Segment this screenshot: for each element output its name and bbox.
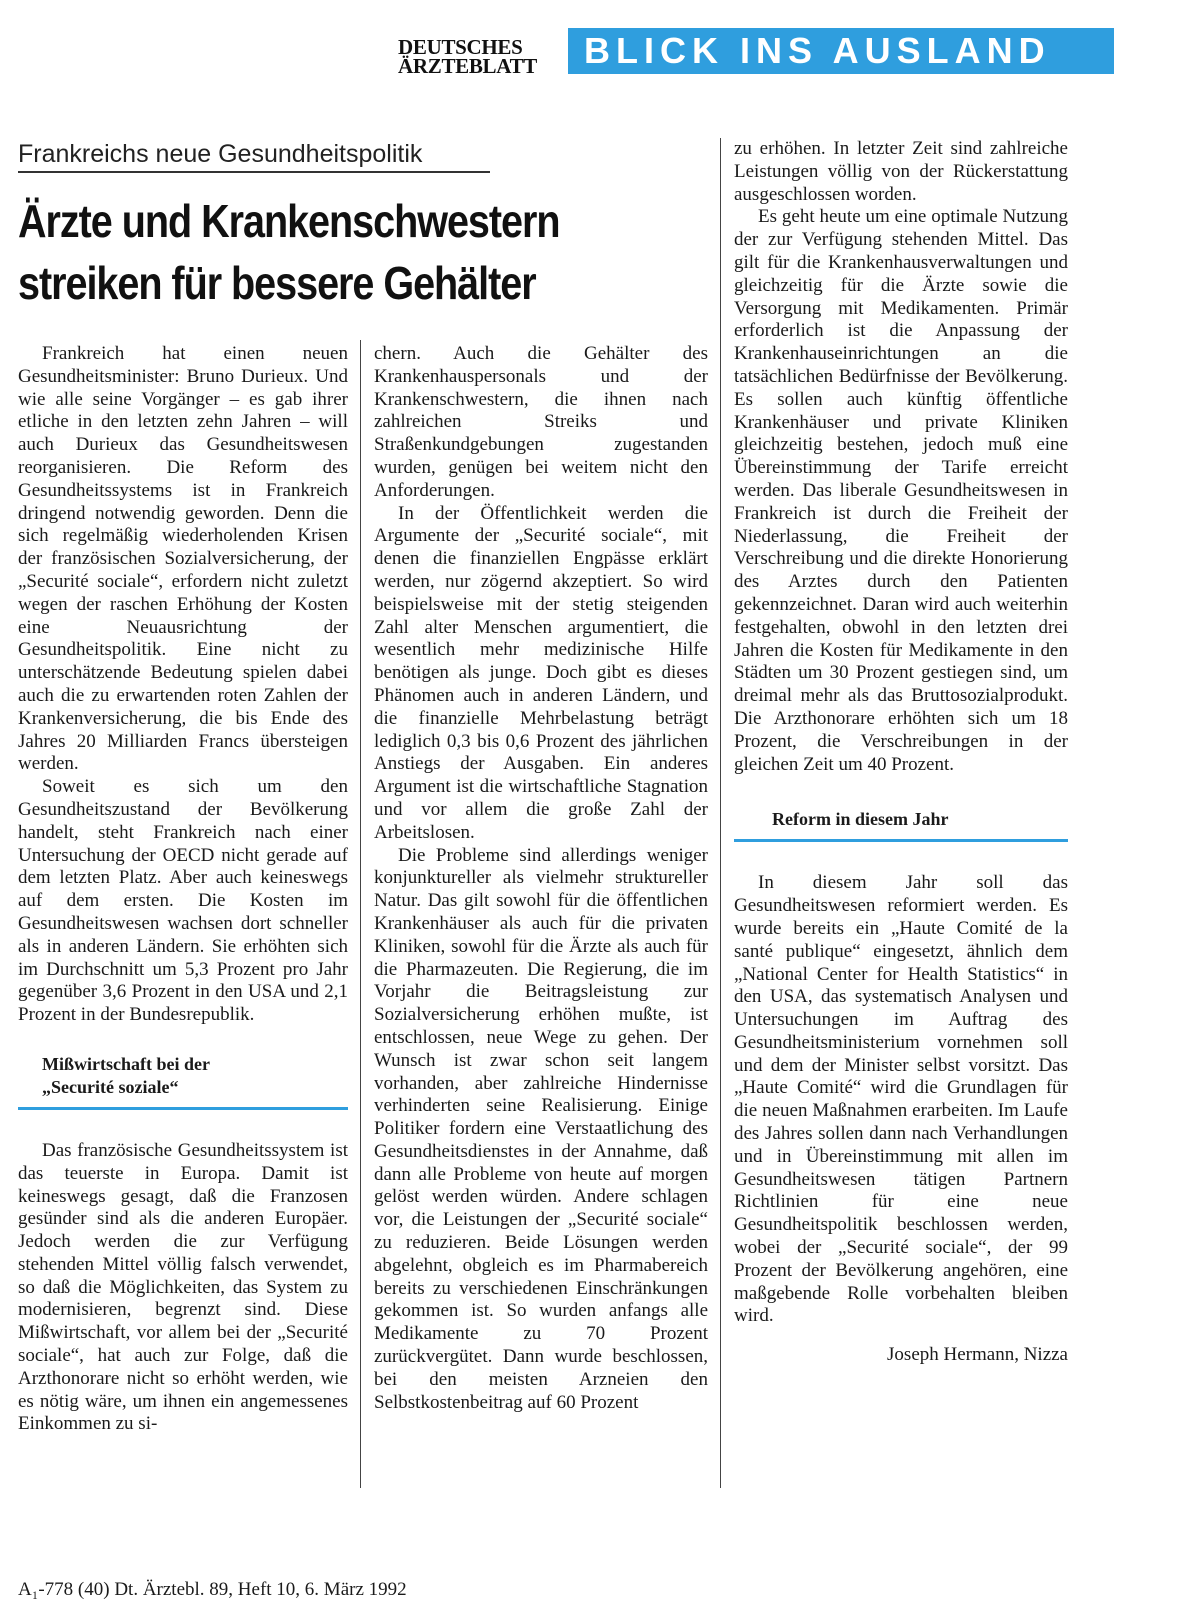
paragraph: In diesem Jahr soll das Gesundheitswesen reformiert werden. Es wurde bereits ein „Haute Comité de la santé publique“ eingesetzt, ähnlich dem „National Center for Health Statistics“ in den USA, das systematisch Analysen und Untersuchungen im Auftrag des Gesundheitsministerium vornehmen soll und dem der Minister selbst vorsitzt. Das „Haute Comité“ wird die Grundlagen für die neuen Maßnahmen erarbeiten. Im Laufe des Jahres sollen dann nach Verhandlungen und in Übereinstimmung mit allen im Gesundheitswesen tätigen Partnern Richtlinien für eine neue Gesundheitspolitik beschlossen werden, wobei der „Securité sociale“, der 99 Prozent der Bevölkerung angehören, eine maßgebende Rolle vorbehalten bleiben wird.: [734, 872, 1068, 1327]
paragraph: Die Probleme sind allerdings weniger konjunktureller als vielmehr struktureller Natur. Das gilt sowohl für die öffentlichen Krankenhäuser als auch für die privaten Kliniken, sowohl für die Ärzte als auch für die Pharmazeuten. Die Regierung, die im Vorjahr die Beitragsleistung zur Sozialversicherung erhöhen mußte, ist entschlossen, neue Wege zu gehen. Der Wunsch ist zwar schon seit langem vorhanden, aber zahlreiche Hindernisse verhinderten seine Realisierung. Einige Politiker fordern eine Verstaatlichung des Gesundheitsdienstes in der Annahme, daß dann alle Probleme von heute auf morgen gelöst werden würden. Andere schlagen vor, die Leistungen der „Securité sociale“ zu reduzieren. Beide Lösungen werden abgelehnt, obgleich es im Pharmabereich bereits zu verschiedenen Einschränkungen gekommen ist. So wurden anfangs alle Medikamente zu 70 Prozent zurückvergütet. Dann wurde beschlossen, bei den meisten Arzneien den Selbstkostenbeitrag auf 60 Prozent: [374, 844, 708, 1413]
journal-logo: [398, 35, 558, 78]
logo-line-1: DEUTSCHES: [398, 35, 523, 59]
article-headline: [18, 190, 637, 314]
headline-line-2: streiken für bessere Gehälter: [18, 257, 536, 309]
page-footer: A₁-778 (40) Dt. Ärztebl. 89, Heft 10, 6. März 1992: [18, 1579, 407, 1600]
article-column-2: [374, 343, 708, 1414]
paragraph: chern. Auch die Gehälter des Krankenhauspersonals und der Krankenschwestern, die ihnen nach zahlreichen Streiks und Straßenkundgebungen zugestanden wurden, genügen bei weitem nicht den Anforderungen.: [374, 343, 708, 501]
paragraph: Das französische Gesundheitssystem ist das teuerste in Europa. Damit ist keineswegs gesagt, daß die Franzosen gesünder sind als die anderen Europäer. Jedoch werden die zur Verfügung stehenden Mittel völlig falsch verwendet, so daß die Möglichkeiten, das System zu modernisieren, begrenzt sind. Diese Mißwirtschaft, vor allem bei der „Securité sociale“, hat auch zur Folge, daß die Arzthonorare nicht so erhöht werden, wie es nötig wäre, um ihnen ein angemessenes Einkommen zu si-: [18, 1139, 348, 1435]
column-rule-2: [720, 138, 721, 1488]
paragraph: zu erhöhen. In letzter Zeit sind zahlreiche Leistungen völlig von der Rückerstattung ausgeschlossen worden.: [734, 138, 1068, 205]
paragraph: Es geht heute um eine optimale Nutzung der zur Verfügung stehenden Mittel. Das gilt für die Krankenhausverwaltungen und gleichzeitig für die Ärzte sowie die Versorgung mit Medikamenten. Primär erforderlich ist die Anpassung der Krankenhauseinrichtungen an die tatsächlichen Bedürfnisse der Bevölkerung. Es sollen auch künftig öffentliche Krankenhäuser und private Kliniken gleichzeitig bestehen, jedoch muß eine Übereinstimmung der Tarife erreicht werden. Das liberale Gesundheitswesen in Frankreich ist durch die Freiheit der Niederlassung, die Freiheit der Verschreibung und die direkte Honorierung des Arztes durch den Patienten gekennzeichnet. Daran wird auch weiterhin festgehalten, obwohl in den letzten drei Jahren die Kosten für Medikamente in den Städten um 30 Prozent gestiegen sind, um dreimal mehr als das Bruttosozialprodukt. Die Arzthonorare erhöhten sich um 18 Prozent, die Verschreibungen in der gleichen Zeit um 40 Prozent.: [734, 206, 1068, 775]
author-byline: Joseph Hermann, Nizza: [887, 1344, 1068, 1366]
article-column-1: [18, 343, 348, 1436]
paragraph: Soweit es sich um den Gesundheitszustand der Bevölkerung handelt, steht Frankreich nach einer Untersuchung der OECD nicht gerade auf dem letzten Platz. Aber auch keineswegs auf dem ersten. Die Kosten im Gesundheitswesen wachsen dort schneller als in anderen Ländern. Sie erhöhten sich im Durchschnitt um 5,3 Prozent pro Jahr gegenüber 3,6 Prozent in den USA und 2,1 Prozent in der Bundesrepublik.: [18, 776, 348, 1026]
headline-line-1: Ärzte und Krankenschwestern: [18, 195, 560, 247]
article-column-3: [734, 138, 1068, 1367]
section-banner: BLICK INS AUSLAND: [568, 28, 1114, 74]
logo-line-2: ÄRZTEBLATT: [398, 54, 537, 78]
subhead-reform: Reform in diesem Jahr: [734, 808, 1068, 842]
subhead-misswirtschaft: [18, 1053, 348, 1110]
column-rule-1: [360, 340, 361, 1488]
paragraph: In der Öffentlichkeit werden die Argumente der „Securité sociale“, mit denen die finanziellen Engpässe erklärt werden, nur zögernd akzeptiert. So wird beispielsweise mit der stetig steigenden Zahl alter Menschen argumentiert, die wesentlich mehr medizinische Hilfe benötigen als junge. Doch gibt es dieses Phänomen auch in anderen Ländern, und die finanzielle Mehrbelastung beträgt lediglich 0,3 bis 0,6 Prozent des jährlichen Anstiegs der Ausgaben. Ein anderes Argument ist die wirtschaftliche Stagnation und vor allem die große Zahl der Arbeitslosen.: [374, 502, 708, 843]
subhead-line-2: „Securité soziale“: [42, 1076, 179, 1097]
article-kicker: Frankreichs neue Gesundheitspolitik: [18, 138, 490, 173]
subhead-line-1: Mißwirtschaft bei der: [42, 1053, 210, 1074]
paragraph: Frankreich hat einen neuen Gesundheitsminister: Bruno Durieux. Und wie alle seine Vorgänger – es gab ihrer etliche in den letzten zehn Jahren – will auch Durieux das Gesundheitswesen reorganisieren. Die Reform des Gesundheitssystems ist in Frankreich dringend notwendig geworden. Denn die sich regelmäßig wiederholenden Krisen der französischen Sozialversicherung, der „Securité sociale“, erfordern nicht zuletzt wegen der raschen Erhöhung der Kosten eine Neuausrichtung der Gesundheitspolitik. Eine nicht zu unterschätzende Bedeutung spielen dabei auch die zu erwartenden roten Zahlen der Krankenversicherung, die bis Ende des Jahres 20 Milliarden Francs übersteigen werden.: [18, 343, 348, 775]
